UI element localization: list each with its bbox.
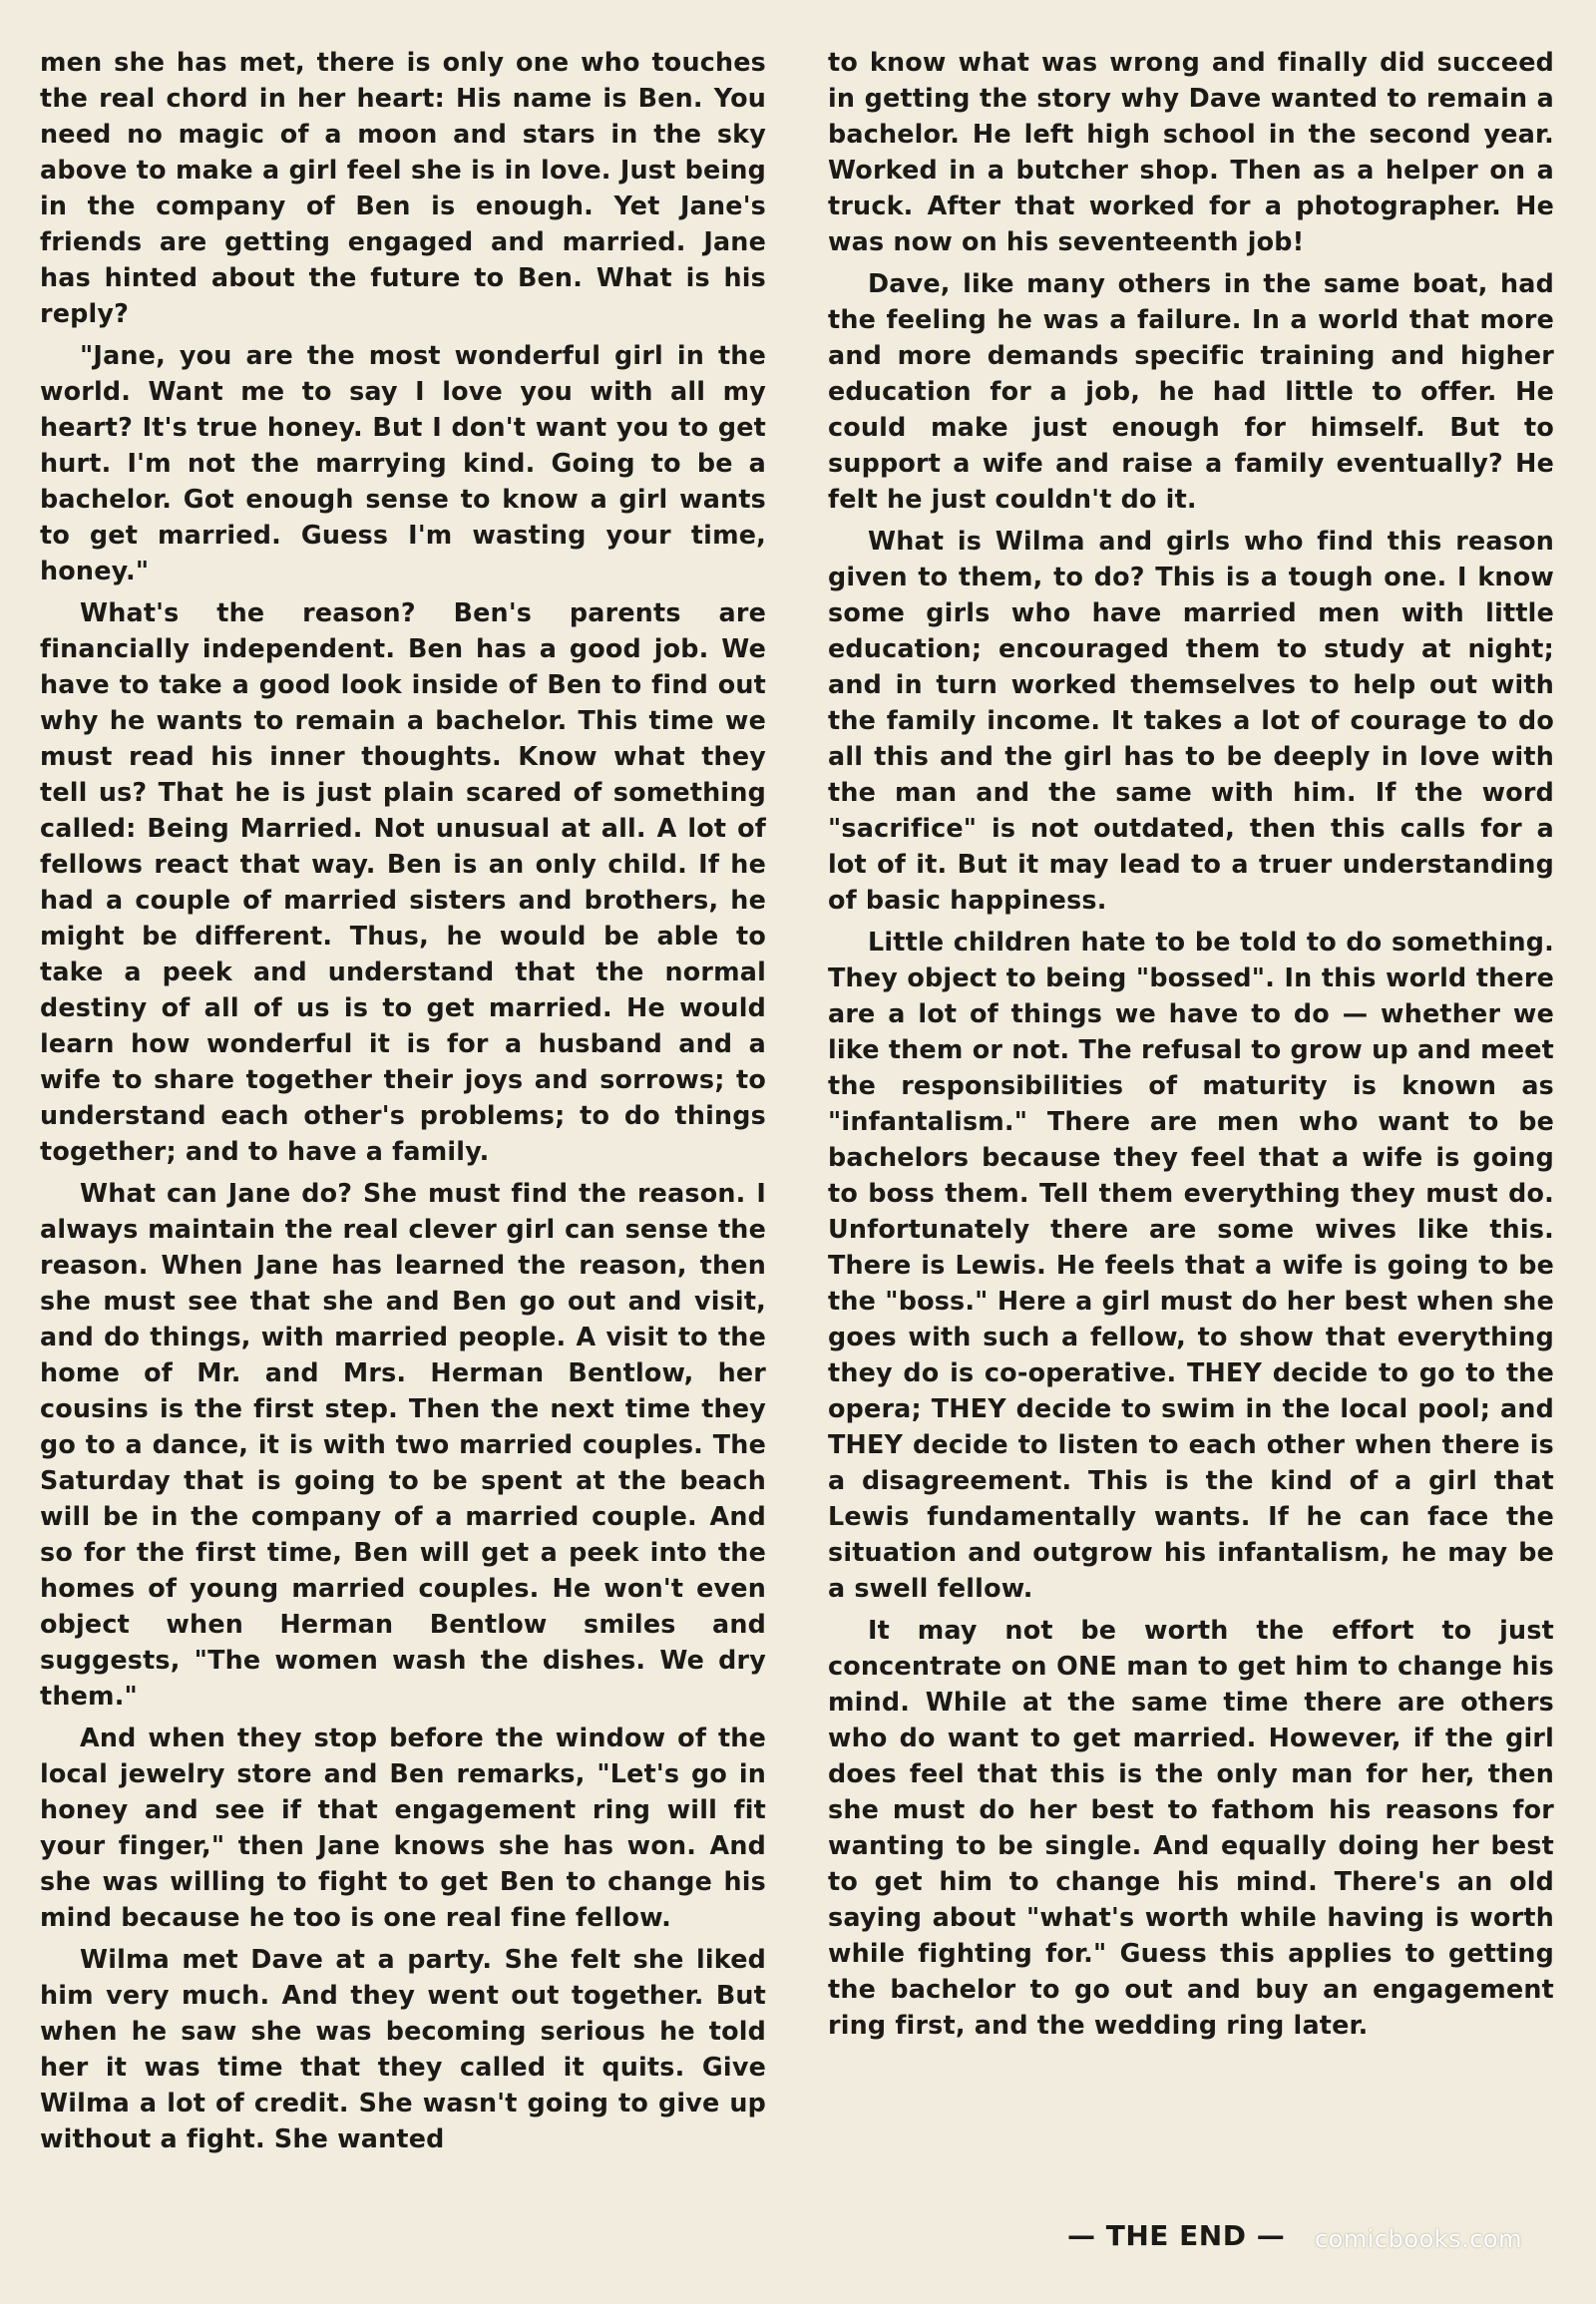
paragraph: And when they stop before the window of the local jewelry store and Ben remarks, "Let's go in honey and see if that engagement ring will fit your finger," then Jane knows she has won. And she was willing to fight to get Ben to change his mind because he too is one real fine fellow. xyxy=(40,1723,766,1932)
paragraph: Little children hate to be told to do something. They object to being "bossed". In this world there are a lot of things we have to do — whether we like them or not. The refusal to grow up and meet the responsibilities of maturity is known as "infantalism." There are men who want to be bachelors because they feel that a wife is going to boss them. Tell them everything they must do. Unfortunately there are some wives like this. There is Lewis. He feels that a wife is going to be the "boss." Here a girl must do her best when she goes with such a fellow, to show that everything they do is co-operative. THEY decide to go to the opera; THEY decide to swim in the local pool; and THEY decide to listen to each other when there is a disagreement. This is the kind of a girl that Lewis fundamentally wants. If he can face the situation and outgrow his infantalism, he may be a swell fellow. xyxy=(828,927,1554,1603)
paragraph: Dave, like many others in the same boat, had the feeling he was a failure. In a world that more and more demands specific training and higher education for a job, he had little to offer. He could make just enough for himself. But to support a wife and raise a family eventually? He felt he just couldn't do it. xyxy=(828,268,1554,514)
paragraph: to know what was wrong and finally did succeed in getting the story why Dave wanted to remain a bachelor. He left high school in the second year. Worked in a butcher shop. Then as a helper on a truck. After that worked for a photographer. He was now on his seventeenth job! xyxy=(828,47,1554,256)
paragraph: What can Jane do? She must find the reason. I always maintain the real clever girl can sense the reason. When Jane has learned the reason, then she must see that she and Ben go out and visit, and do things, with married people. A visit to the home of Mr. and Mrs. Herman Bentlow, her cousins is the first step. Then the next time they go to a dance, it is with two married couples. The Saturday that is going to be spent at the beach will be in the company of a married couple. And so for the first time, Ben will get a peek into the homes of young married couples. He won't even object when Herman Bentlow smiles and suggests, "The women wash the dishes. We dry them." xyxy=(40,1178,766,1711)
watermark: comicbooks.com xyxy=(1314,2225,1522,2253)
paragraph: "Jane, you are the most wonderful girl in the world. Want me to say I love you with all my heart? It's true honey. But I don't want you to get hurt. I'm not the marrying kind. Going to be a bachelor. Got enough sense to know a girl wants to get married. Guess I'm wasting your time, honey." xyxy=(40,340,766,585)
right-text-column xyxy=(828,44,1554,2043)
paragraph: men she has met, there is only one who touches the real chord in her heart: His name is Ben. You need no magic of a moon and stars in the sky above to make a girl feel she is in love. Just being in the company of Ben is enough. Yet Jane's friends are getting engaged and married. Jane has hinted about the future to Ben. What is his reply? xyxy=(40,47,766,328)
paragraph: What's the reason? Ben's parents are financially independent. Ben has a good job. We have to take a good look inside of Ben to find out why he wants to remain a bachelor. This time we must read his inner thoughts. Know what they tell us? That he is just plain scared of something called: Being Married. Not unusual at all. A lot of fellows react that way. Ben is an only child. If he had a couple of married sisters and brothers, he might be different. Thus, he would be able to take a peek and understand that the normal destiny of all of us is to get married. He would learn how wonderful it is for a husband and a wife to share together their joys and sorrows; to understand each other's problems; to do things together; and to have a family. xyxy=(40,597,766,1166)
paragraph: It may not be worth the effort to just concentrate on ONE man to get him to change his mind. While at the same time there are others who do want to get married. However, if the girl does feel that this is the only man for her, then she must do her best to fathom his reasons for wanting to be single. And equally doing her best to get him to change his mind. There's an old saying about "what's worth while having is worth while fighting for." Guess this applies to getting the bachelor to go out and buy an engagement ring first, and the wedding ring later. xyxy=(828,1615,1554,2040)
paragraph: What is Wilma and girls who find this reason given to them, to do? This is a tough one. I know some girls who have married men with little education; encouraged them to study at night; and in turn worked themselves to help out with the family income. It takes a lot of courage to do all this and the girl has to be deeply in love with the man and the same with him. If the word "sacrifice" is not outdated, then this calls for a lot of it. But it may lead to a truer understanding of basic happiness. xyxy=(828,526,1554,915)
left-text-column xyxy=(40,44,766,2156)
the-end-label: — THE END — xyxy=(1067,2219,1286,2252)
paragraph: Wilma met Dave at a party. She felt she liked him very much. And they went out together. But when he saw she was becoming serious he told her it was time that they called it quits. Give Wilma a lot of credit. She wasn't going to give up without a fight. She wanted xyxy=(40,1944,766,2153)
